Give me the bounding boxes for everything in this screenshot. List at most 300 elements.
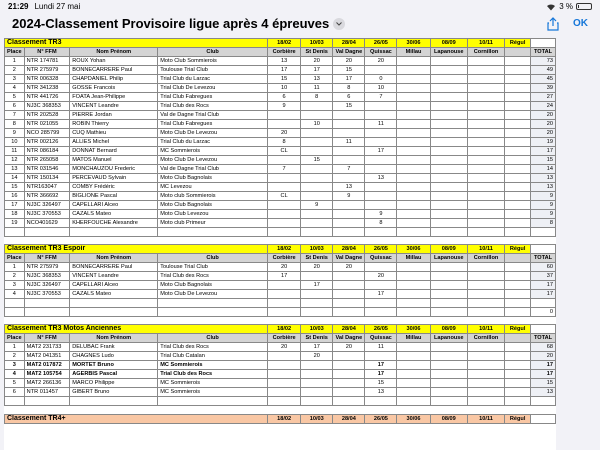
empty-cell (505, 48, 531, 57)
section-title: Classement TR3 (5, 39, 268, 48)
score-cell (301, 379, 333, 388)
score-cell (397, 192, 430, 201)
name-cell: CAPELLARI Alceo (70, 201, 158, 210)
total-cell: 17 (531, 290, 556, 299)
section-title: Classement TR3 Motos Anciennes (5, 325, 268, 334)
score-cell (467, 201, 504, 210)
document-title-menu[interactable] (12, 16, 345, 31)
empty-cell (70, 307, 158, 316)
score-cell (430, 290, 467, 299)
score-cell (268, 281, 301, 290)
place-cell: 5 (5, 379, 25, 388)
table-row[interactable] (5, 263, 556, 272)
col-club-header: Club (158, 254, 268, 263)
score-cell: 17 (365, 147, 397, 156)
score-cell (397, 75, 430, 84)
score-cell: 17 (365, 290, 397, 299)
place-cell: 1 (5, 263, 25, 272)
event-place: Millau (397, 48, 430, 57)
score-cell: 17 (333, 75, 365, 84)
event-date: 08/09 (430, 245, 467, 254)
score-cell (333, 147, 365, 156)
table-row[interactable] (5, 165, 556, 174)
col-name-header: Nom Prénom (70, 334, 158, 343)
total-cell: 68 (531, 343, 556, 352)
regul-cell (505, 343, 531, 352)
club-cell: MC Levezou (158, 183, 268, 192)
table-row[interactable] (5, 272, 556, 281)
event-place: Cornillon (467, 254, 504, 263)
total-cell: 15 (531, 156, 556, 165)
score-cell: 9 (301, 201, 333, 210)
score-cell (467, 93, 504, 102)
ffm-cell: MAT2 105754 (24, 370, 70, 379)
total-cell: 9 (531, 192, 556, 201)
event-place: Quissac (365, 334, 397, 343)
score-cell: 11 (301, 84, 333, 93)
club-cell: Moto Club Bagnolais (158, 174, 268, 183)
total-cell: 13 (531, 174, 556, 183)
ffm-cell: NTR 265058 (24, 156, 70, 165)
total-cell: 0 (531, 307, 556, 316)
ffm-cell: NTR 021055 (24, 120, 70, 129)
table-row[interactable] (5, 201, 556, 210)
empty-cell (467, 299, 504, 308)
score-cell (301, 147, 333, 156)
ok-button[interactable]: OK (573, 18, 588, 29)
score-cell (430, 156, 467, 165)
table-row[interactable] (5, 93, 556, 102)
score-cell (430, 66, 467, 75)
score-cell: 11 (365, 343, 397, 352)
score-cell (397, 138, 430, 147)
score-cell (467, 370, 504, 379)
score-cell: 20 (268, 343, 301, 352)
table-row[interactable] (5, 102, 556, 111)
table-row[interactable] (5, 379, 556, 388)
score-cell: 13 (301, 75, 333, 84)
total-cell (531, 299, 556, 308)
score-cell: 20 (365, 57, 397, 66)
ffm-cell: NJ3C 370553 (24, 210, 70, 219)
event-date: 26/05 (365, 414, 397, 423)
score-cell: 15 (301, 156, 333, 165)
score-cell (333, 120, 365, 129)
col-name-header: Nom Prénom (70, 254, 158, 263)
event-date: 10/03 (301, 39, 333, 48)
total-cell: 8 (531, 219, 556, 228)
score-cell (333, 111, 365, 120)
empty-cell (24, 307, 70, 316)
status-date: Lundi 27 mai (34, 2, 81, 11)
score-cell (301, 174, 333, 183)
score-cell (333, 174, 365, 183)
total-cell: 15 (531, 379, 556, 388)
total-cell: 17 (531, 147, 556, 156)
score-cell (430, 379, 467, 388)
score-cell: 17 (301, 281, 333, 290)
score-cell (397, 102, 430, 111)
ffm-cell: NCO 285799 (24, 129, 70, 138)
table-row[interactable] (5, 174, 556, 183)
spreadsheet[interactable] (4, 38, 556, 450)
empty-cell (5, 228, 25, 237)
ffm-cell: MAT2 266136 (24, 379, 70, 388)
event-date: 26/05 (365, 325, 397, 334)
col-place-header: Place (5, 254, 25, 263)
empty-cell (365, 228, 397, 237)
club-cell: Trial Club des Rocs (158, 343, 268, 352)
ffm-cell: NJ3C 370553 (24, 290, 70, 299)
score-cell (333, 129, 365, 138)
score-cell (397, 388, 430, 397)
table-row[interactable] (5, 57, 556, 66)
col-club-header: Club (158, 334, 268, 343)
empty-cell (5, 299, 25, 308)
regul-cell (505, 352, 531, 361)
score-cell (467, 102, 504, 111)
score-cell (397, 147, 430, 156)
event-date: 26/05 (365, 245, 397, 254)
event-date: 30/06 (397, 245, 430, 254)
empty-cell (397, 299, 430, 308)
score-cell (397, 57, 430, 66)
section-title: Classement TR4+ (5, 414, 268, 423)
score-cell (467, 352, 504, 361)
empty-cell (5, 236, 556, 245)
regul-cell (505, 102, 531, 111)
score-cell (397, 165, 430, 174)
score-cell (301, 192, 333, 201)
event-place: Corbière (268, 48, 301, 57)
event-date: 28/04 (333, 39, 365, 48)
place-cell: 10 (5, 138, 25, 147)
ffm-cell: NJ3C 368353 (24, 272, 70, 281)
share-icon[interactable] (546, 17, 560, 31)
score-cell (333, 290, 365, 299)
place-cell: 8 (5, 120, 25, 129)
empty-cell (70, 397, 158, 406)
score-cell: 20 (301, 263, 333, 272)
score-cell (397, 281, 430, 290)
table-row[interactable] (5, 156, 556, 165)
club-cell: Moto Club Levezou (158, 210, 268, 219)
name-cell: ROUX Yohan (70, 57, 158, 66)
place-cell: 16 (5, 192, 25, 201)
ffm-cell: NTR 202528 (24, 111, 70, 120)
regul-cell (505, 165, 531, 174)
total-cell: 19 (531, 138, 556, 147)
table-row[interactable] (5, 147, 556, 156)
chevron-down-icon[interactable] (333, 18, 345, 30)
table-row[interactable] (5, 370, 556, 379)
event-date: 10/03 (301, 414, 333, 423)
empty-cell (158, 228, 268, 237)
score-cell: 17 (365, 370, 397, 379)
table-row[interactable] (5, 111, 556, 120)
score-cell: 20 (333, 263, 365, 272)
empty-cell (505, 397, 531, 406)
col-ffm-header: N° FFM (24, 334, 70, 343)
total-cell: 13 (531, 388, 556, 397)
name-cell: GOSSE Francois (70, 84, 158, 93)
score-cell (397, 93, 430, 102)
total-cell: 9 (531, 201, 556, 210)
table-row[interactable] (5, 210, 556, 219)
score-cell: 10 (268, 84, 301, 93)
spacer-row (5, 307, 556, 316)
name-cell: VINCENT Leandre (70, 272, 158, 281)
empty-cell (158, 307, 268, 316)
table-row[interactable] (5, 388, 556, 397)
empty-cell (505, 254, 531, 263)
table-row[interactable] (5, 66, 556, 75)
ffm-cell: NTR 031546 (24, 165, 70, 174)
empty-cell (467, 307, 504, 316)
regul-cell (505, 219, 531, 228)
regul-cell (505, 174, 531, 183)
name-cell: KHERFOUCHE Alexandre (70, 219, 158, 228)
place-cell: 15 (5, 183, 25, 192)
empty-cell (333, 397, 365, 406)
event-date: 18/02 (268, 414, 301, 423)
total-cell: 60 (531, 263, 556, 272)
score-cell (430, 352, 467, 361)
score-cell (397, 361, 430, 370)
table-row[interactable] (5, 138, 556, 147)
event-place: Lapanouse (430, 48, 467, 57)
place-cell: 1 (5, 57, 25, 66)
section-header (5, 245, 556, 254)
score-cell (467, 165, 504, 174)
score-cell (365, 201, 397, 210)
regul-label: Régul (505, 325, 531, 334)
score-cell: 7 (333, 165, 365, 174)
empty-cell (467, 228, 504, 237)
event-date: 18/02 (268, 39, 301, 48)
score-cell (333, 379, 365, 388)
score-cell (301, 102, 333, 111)
event-date: 08/09 (430, 39, 467, 48)
place-cell: 2 (5, 352, 25, 361)
club-cell: Moto Club De Levezou (158, 156, 268, 165)
ffm-cell: NTR 366692 (24, 192, 70, 201)
event-place: Lapanouse (430, 254, 467, 263)
name-cell: VINCENT Leandre (70, 102, 158, 111)
score-cell (397, 84, 430, 93)
total-cell: 20 (531, 111, 556, 120)
score-cell: 13 (268, 57, 301, 66)
col-name-header: Nom Prénom (70, 48, 158, 57)
regul-cell (505, 93, 531, 102)
table-row[interactable] (5, 192, 556, 201)
empty-cell (505, 334, 531, 343)
place-cell: 4 (5, 290, 25, 299)
place-cell: 19 (5, 219, 25, 228)
separator-row (5, 236, 556, 245)
event-place: Corbière (268, 334, 301, 343)
score-cell (397, 174, 430, 183)
table-row[interactable] (5, 183, 556, 192)
score-cell: 13 (365, 388, 397, 397)
ffm-cell: NTR 150134 (24, 174, 70, 183)
score-cell (333, 156, 365, 165)
place-cell: 3 (5, 281, 25, 290)
score-cell: 15 (268, 75, 301, 84)
regul-cell (505, 370, 531, 379)
score-cell (467, 84, 504, 93)
place-cell: 13 (5, 165, 25, 174)
ffm-cell: NJ3C 326497 (24, 281, 70, 290)
score-cell (397, 379, 430, 388)
score-cell: 13 (333, 183, 365, 192)
score-cell (397, 263, 430, 272)
score-cell (301, 370, 333, 379)
club-cell: Toulouse Trial Club (158, 263, 268, 272)
score-cell: 8 (301, 93, 333, 102)
place-cell: 3 (5, 361, 25, 370)
score-cell: 7 (268, 165, 301, 174)
club-cell: Moto Club De Levezou (158, 129, 268, 138)
score-cell (365, 138, 397, 147)
score-cell (430, 361, 467, 370)
column-header-row (5, 48, 556, 57)
club-cell: MC Sommierois (158, 147, 268, 156)
regul-cell (505, 129, 531, 138)
empty-cell (70, 228, 158, 237)
empty-cell (531, 39, 556, 48)
event-date: 26/05 (365, 39, 397, 48)
empty-cell (5, 307, 25, 316)
table-row[interactable] (5, 219, 556, 228)
score-cell (397, 120, 430, 129)
empty-cell (531, 414, 556, 423)
empty-cell (430, 397, 467, 406)
event-date: 18/02 (268, 325, 301, 334)
score-cell: 20 (365, 272, 397, 281)
score-cell (467, 156, 504, 165)
club-cell: Moto Club De Levezou (158, 290, 268, 299)
empty-cell (301, 397, 333, 406)
score-cell (430, 57, 467, 66)
table-row[interactable] (5, 281, 556, 290)
score-cell (268, 174, 301, 183)
spacer-row (5, 397, 556, 406)
score-cell (467, 183, 504, 192)
score-cell (467, 174, 504, 183)
score-cell (301, 165, 333, 174)
club-cell: MC Sommierois (158, 379, 268, 388)
total-cell: 20 (531, 120, 556, 129)
total-cell: 13 (531, 183, 556, 192)
score-cell: 20 (301, 352, 333, 361)
score-cell (467, 75, 504, 84)
score-cell (333, 210, 365, 219)
empty-cell (268, 228, 301, 237)
empty-cell (158, 397, 268, 406)
event-date: 08/09 (430, 325, 467, 334)
event-place: Cornillon (467, 48, 504, 57)
score-cell (365, 281, 397, 290)
score-cell (467, 388, 504, 397)
score-cell (333, 219, 365, 228)
event-date: 10/03 (301, 325, 333, 334)
score-cell (430, 183, 467, 192)
score-cell (467, 210, 504, 219)
status-bar (0, 0, 600, 12)
score-cell (467, 290, 504, 299)
regul-cell (505, 138, 531, 147)
table-row[interactable] (5, 75, 556, 84)
event-place: Val Dagne (333, 334, 365, 343)
regul-cell (505, 84, 531, 93)
score-cell (301, 219, 333, 228)
score-cell (397, 352, 430, 361)
empty-cell (70, 299, 158, 308)
score-cell: 9 (333, 192, 365, 201)
ffm-cell: NTR 086184 (24, 147, 70, 156)
empty-cell (5, 397, 25, 406)
score-cell (397, 370, 430, 379)
score-cell: 17 (268, 272, 301, 281)
score-cell (430, 84, 467, 93)
score-cell (365, 156, 397, 165)
score-cell (301, 272, 333, 281)
table-row[interactable] (5, 129, 556, 138)
name-cell: MONCHAUZOU Frederic (70, 165, 158, 174)
table-row[interactable] (5, 120, 556, 129)
regul-cell (505, 66, 531, 75)
table-row[interactable] (5, 84, 556, 93)
col-ffm-header: N° FFM (24, 48, 70, 57)
separator-row (5, 405, 556, 414)
name-cell: DONNAT Bernard (70, 147, 158, 156)
table-row[interactable] (5, 343, 556, 352)
score-cell (333, 272, 365, 281)
table-row[interactable] (5, 361, 556, 370)
total-cell (531, 397, 556, 406)
place-cell: 12 (5, 156, 25, 165)
empty-cell (430, 307, 467, 316)
section-header (5, 414, 556, 423)
score-cell (467, 192, 504, 201)
table-row[interactable] (5, 352, 556, 361)
score-cell (397, 156, 430, 165)
section-header (5, 325, 556, 334)
spacer-row (5, 299, 556, 308)
table-row[interactable] (5, 290, 556, 299)
score-cell (301, 138, 333, 147)
name-cell: CAPELLARI Alceo (70, 281, 158, 290)
score-cell (467, 120, 504, 129)
name-cell: GIBERT Bruno (70, 388, 158, 397)
score-cell (268, 111, 301, 120)
score-cell (430, 388, 467, 397)
score-cell (430, 120, 467, 129)
ffm-cell: NJ3C 326497 (24, 201, 70, 210)
empty-cell (333, 307, 365, 316)
empty-cell (365, 299, 397, 308)
empty-cell (24, 397, 70, 406)
score-cell (365, 111, 397, 120)
total-cell: 24 (531, 102, 556, 111)
name-cell: CUQ Mathieu (70, 129, 158, 138)
empty-cell (301, 307, 333, 316)
place-cell: 4 (5, 84, 25, 93)
score-cell (467, 343, 504, 352)
empty-cell (467, 397, 504, 406)
score-cell (467, 66, 504, 75)
